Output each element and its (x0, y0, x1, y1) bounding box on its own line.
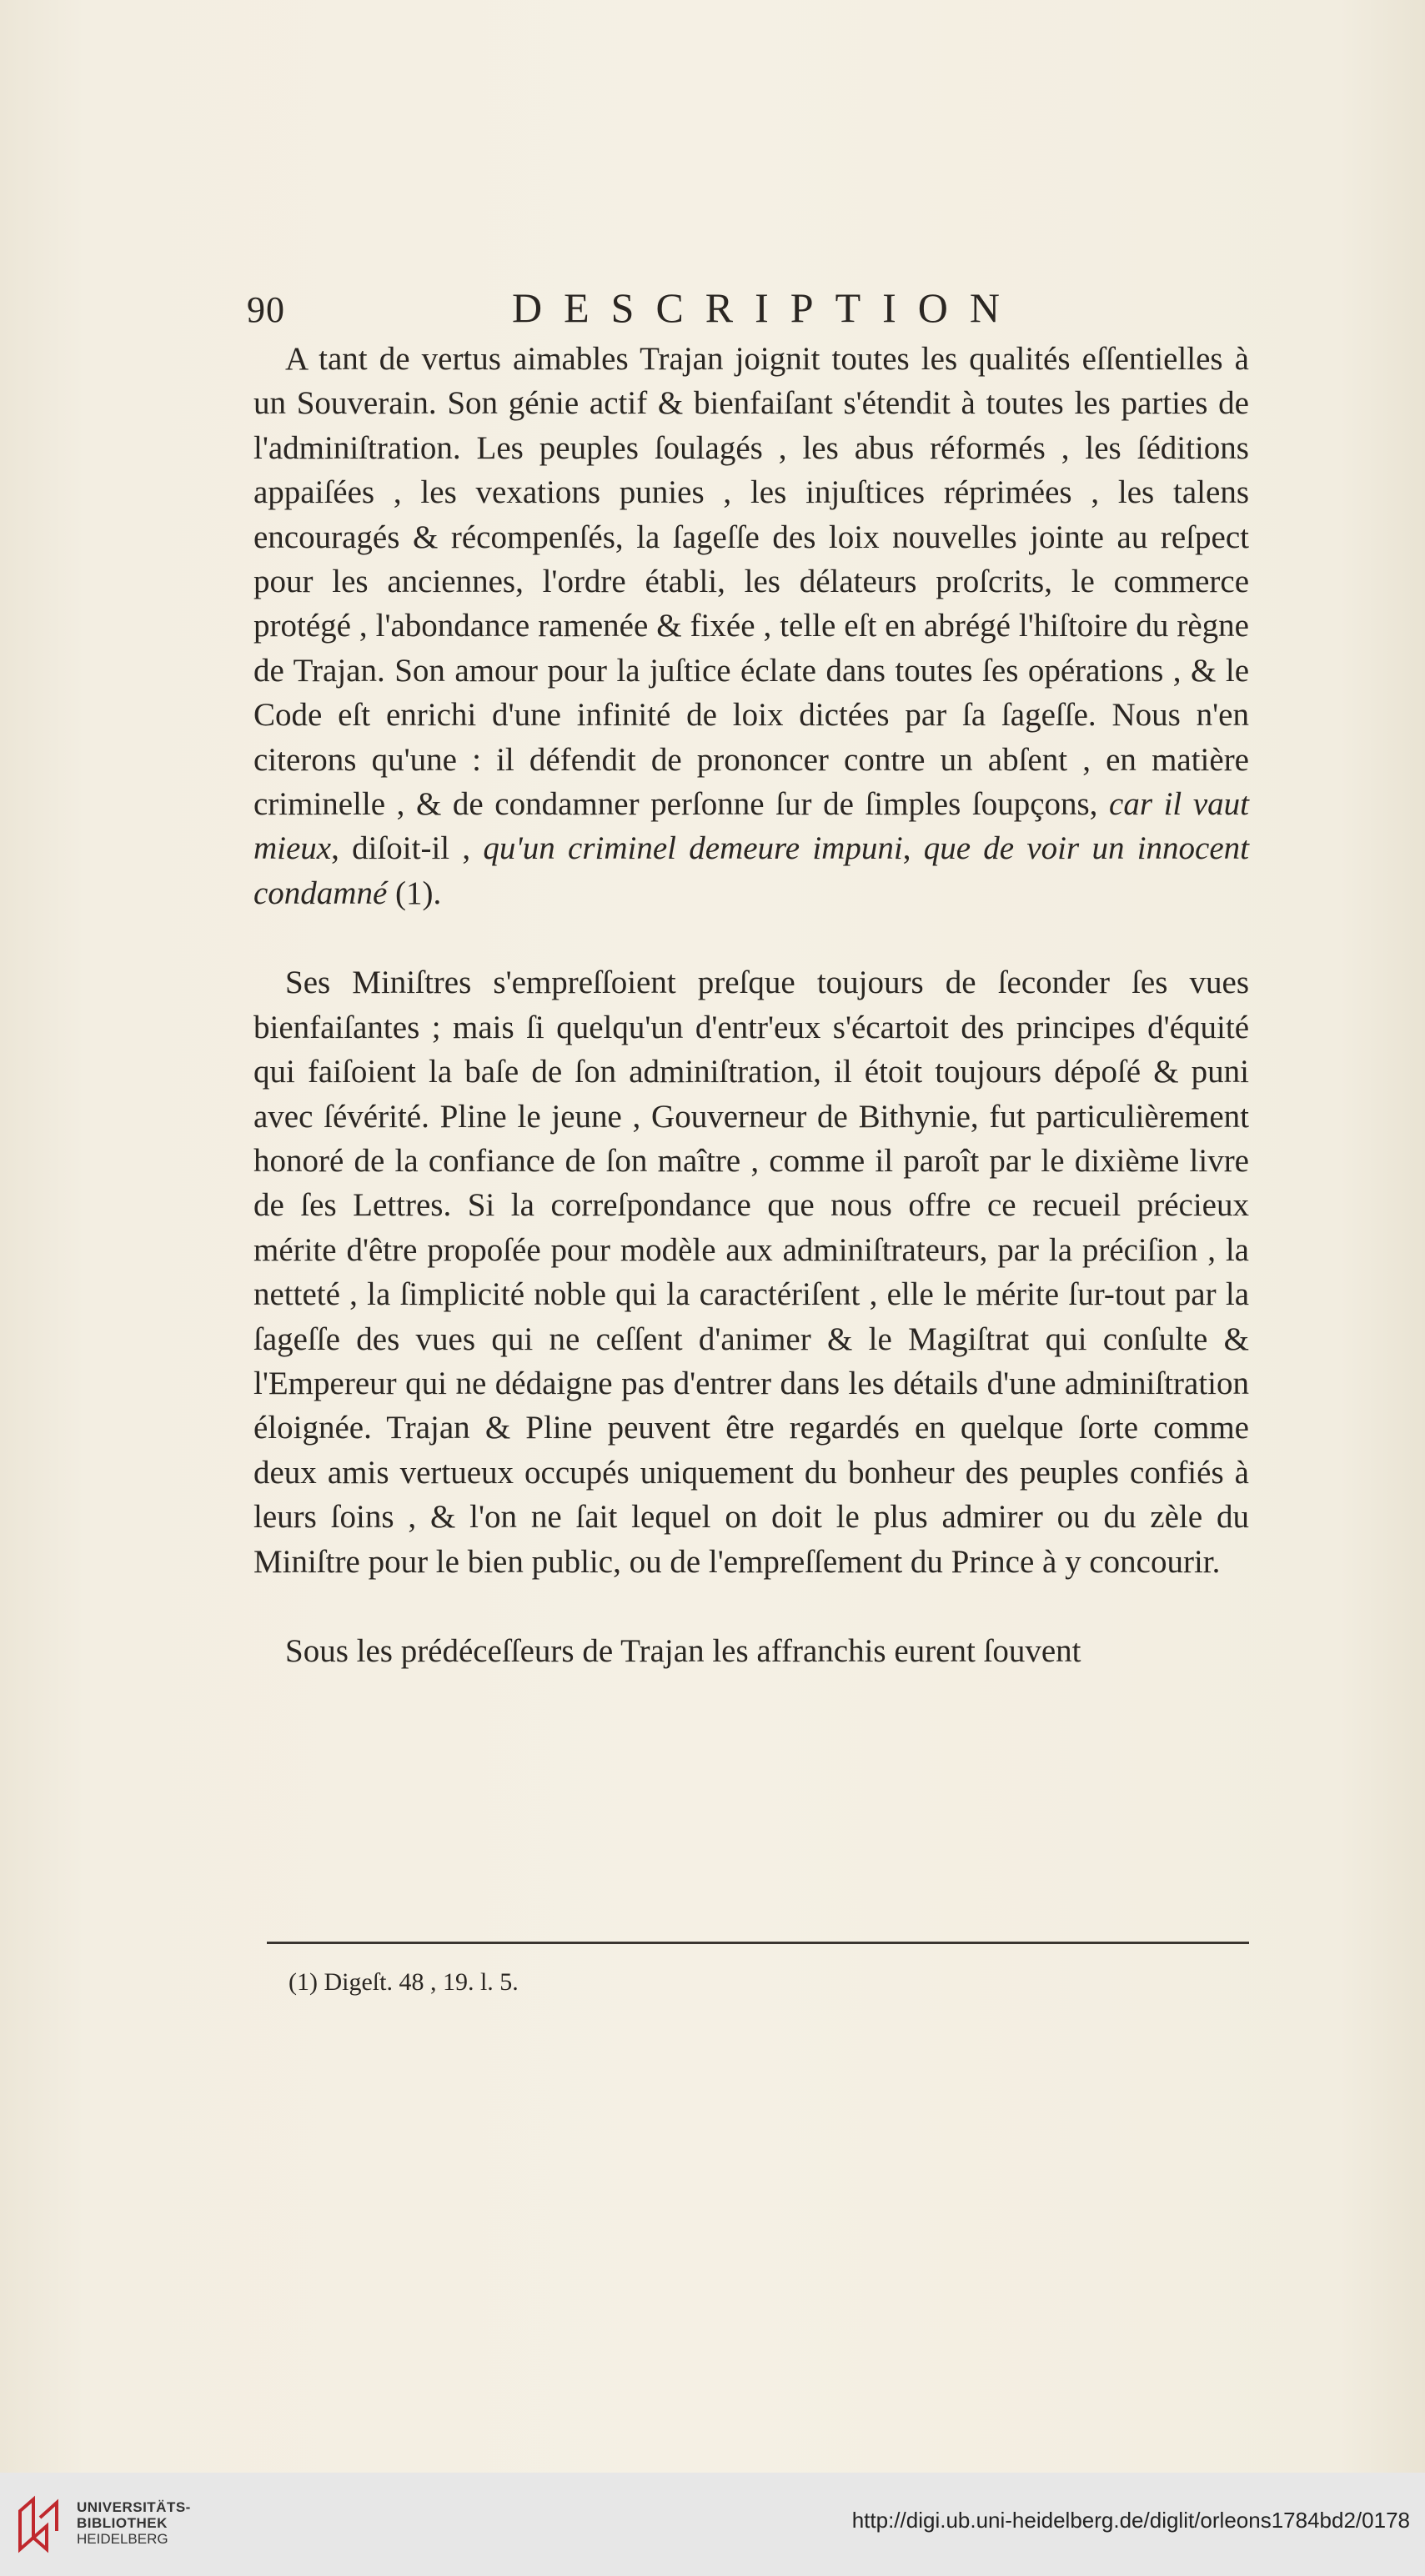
heidelberg-library-logo-icon[interactable] (15, 2494, 63, 2554)
text-run: A tant de vertus aimables Trajan joignit toutes les qualités eſſentielles à un Souverain. Son génie actif & bienfaiſant s'étendit à toutes les parties de l'adminiſtration. Les peuples ſoulagés , les abus réformés , les ſéditions appaiſées , les vexations punies , les injuſtices réprimées , les talens encouragés & récompenſés, la ſageſſe des loix nouvelles jointe au reſpect pour les anciennes, l'ordre établi, les délateurs proſcrits, le commerce protégé , l'abondance ramenée & fixée , telle eſt en abrégé l'hiſtoire du règne de Trajan. Son amour pour la juſtice éclate dans toutes ſes opérations , & le Code eſt enrichi d'une infinité de loix dictées par ſa ſageſſe. Nous n'en citerons qu'une : il défendit de prononcer contre un abſent , en matière criminelle , & de condamner perſonne ſur de ſimples ſoupçons, (253, 341, 1249, 823)
paragraph (253, 960, 1249, 1584)
italic-quote: qu'un criminel demeure impuni (483, 830, 903, 867)
running-title: DESCRIPTION (512, 284, 1022, 331)
paragraph (253, 1629, 1249, 1673)
text-run: , diſoit-il , (331, 830, 484, 867)
text-run: (1). (387, 875, 442, 911)
body-text (253, 337, 1249, 1673)
institution-name (77, 2499, 191, 2547)
paragraph (253, 337, 1249, 915)
text-run: Sous les prédéceſſeurs de Trajan les affranchis eurent ſouvent (285, 1632, 1081, 1669)
italic-quote: que de voir un innocent condamné (253, 830, 1249, 911)
italic-quote: car il vaut mieux (253, 786, 1249, 867)
page-number: 90 (247, 289, 285, 330)
institution-line-3: HEIDELBERG (77, 2531, 168, 2547)
text-run: Ses Miniſtres s'empreſſoient preſque toujours de ſeconder ſes vues bienfaiſantes ; mais ſi quelqu'un d'entr'eux s'écartoit des principes d'équité qui faiſoient la baſe de ſon adminiſtration, il étoit toujours dépoſé & puni avec ſévérité. Pline le jeune , Gouverneur de Bithynie, fut particulièrement honoré de la confiance de ſon maître , comme il paroît par le dixième livre de ſes Lettres. Si la correſpondance que nous offre ce recueil précieux mérite d'être propoſée pour modèle aux adminiſtrateurs, par la préciſion , la netteté , la ſimplicité noble qui la caractériſent , elle le mérite ſur-tout par la ſageſſe des vues qui ne ceſſent d'animer & le Magiſtrat qui conſulte & l'Empereur qui ne dédaigne pas d'entrer dans les détails d'une adminiſtration éloignée. Trajan & Pline peuvent être regardés en quelque ſorte comme deux amis vertueux occupés uniquement du bonheur des peuples confiés à leurs ſoins , & l'on ne ſait lequel on doit le plus admirer ou du zèle du Miniſtre pour le bien public, ou de l'empreſſement du Prince à y concourir. (253, 965, 1249, 1580)
institution-line-2: BIBLIOTHEK (77, 2515, 168, 2531)
footnote-rule (267, 1942, 1249, 1944)
viewer-footer (0, 2473, 1425, 2576)
running-head (247, 283, 1247, 342)
source-url-link[interactable]: http://digi.ub.uni-heidelberg.de/diglit/orleons1784bd2/0178 (851, 2508, 1410, 2533)
text-run: , (902, 830, 924, 867)
footnote: (1) Digeſt. 48 , 19. l. 5. (289, 1968, 519, 1996)
institution-line-1: UNIVERSITÄTS- (77, 2499, 191, 2515)
